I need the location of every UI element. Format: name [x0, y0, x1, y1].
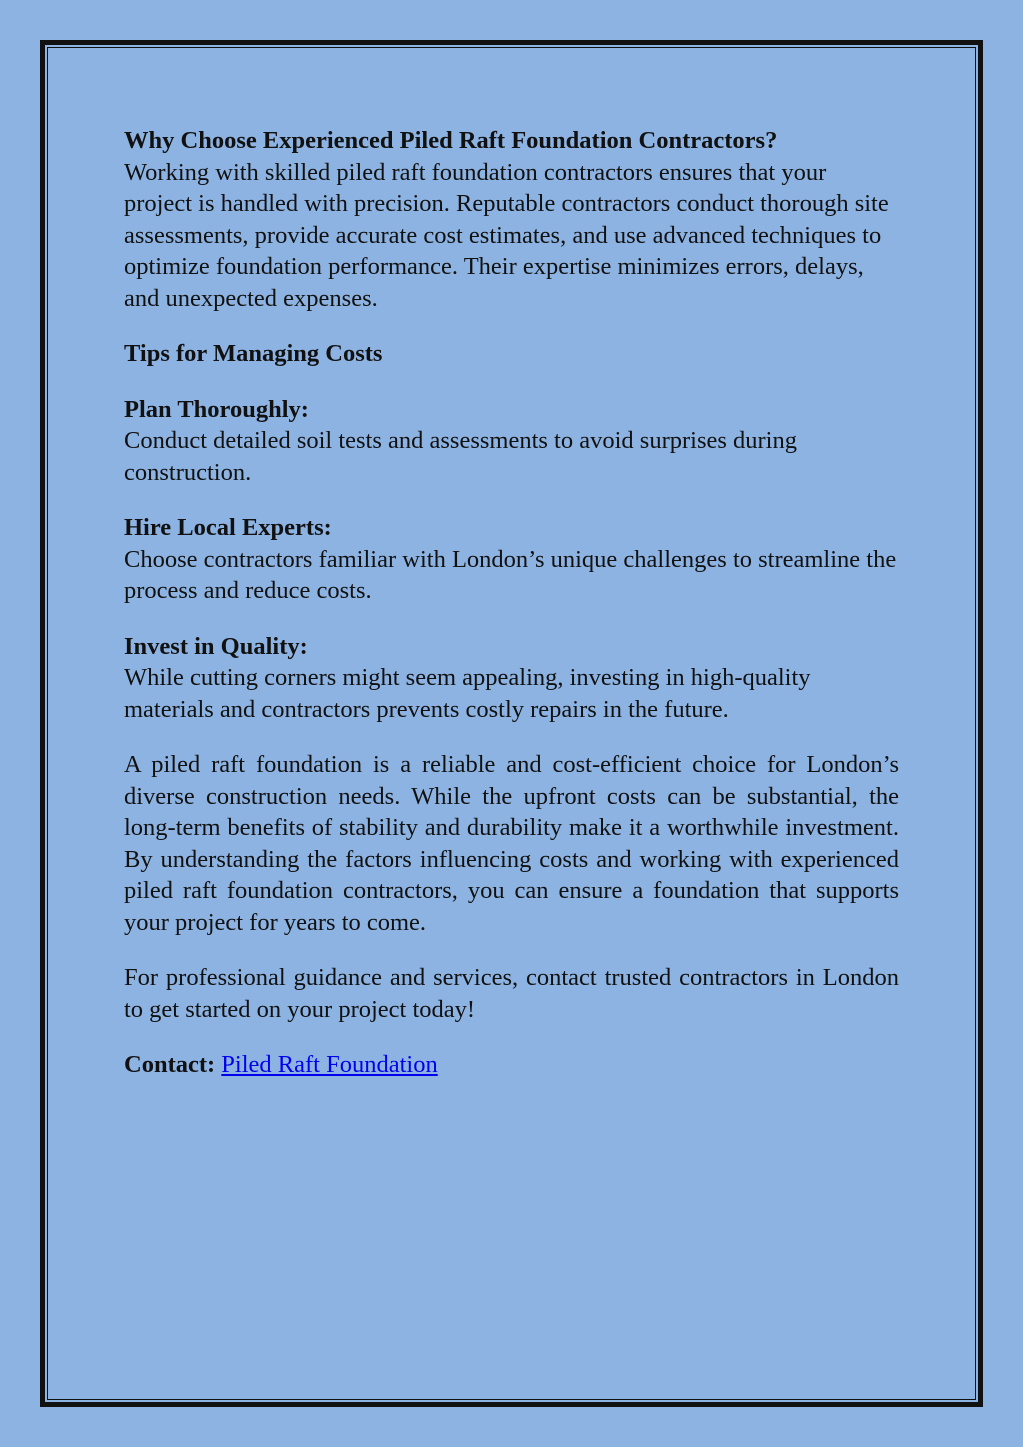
contact-line [124, 1049, 899, 1081]
tip-paragraph: Choose contractors familiar with London’s unique challenges to streamline the process and reduce costs. [124, 545, 897, 604]
section-heading: Why Choose Experienced Piled Raft Foundation Contractors? [124, 127, 778, 154]
tip-paragraph: Conduct detailed soil tests and assessments to avoid surprises during construction. [124, 427, 797, 486]
tip-heading: Invest in Quality: [124, 632, 308, 660]
contact-label: Contact: [124, 1051, 216, 1078]
section-heading: Tips for Managing Costs [124, 340, 383, 367]
conclusion-paragraph: A piled raft foundation is a reliable and cost-efficient choice for London’s diverse construction needs. While the upfront costs can be substantial, the long-term benefits of stability and durability make it a worthwhile investment. By understanding the factors influencing costs and working with experienced piled raft foundation contractors, you can ensure a foundation that supports your project for years to come. [124, 751, 899, 936]
tip-heading: Hire Local Experts: [124, 514, 332, 541]
section-tips [124, 338, 899, 370]
contact-link[interactable]: Piled Raft Foundation [221, 1051, 438, 1078]
section-plan-thoroughly [124, 394, 899, 489]
tip-heading: Plan Thoroughly: [124, 395, 309, 423]
tip-paragraph: While cutting corners might seem appealing, investing in high-quality materials and contractors prevents costly repairs in the future. [124, 664, 811, 723]
section-paragraph: Working with skilled piled raft foundation contractors ensures that your project is handled with precision. Reputable contractors conduct thorough site assessments, provide accurate cost estimates, and use advanced techniques to optimize foundation performance. Their expertise minimizes errors, delays, and unexpected expenses. [124, 158, 889, 312]
call-to-action-paragraph: For professional guidance and services, contact trusted contractors in London to get started on your project today! [124, 964, 899, 1023]
document-body [124, 125, 899, 1105]
section-invest-quality [124, 631, 899, 726]
section-why-choose [124, 125, 899, 314]
section-hire-local [124, 512, 899, 607]
